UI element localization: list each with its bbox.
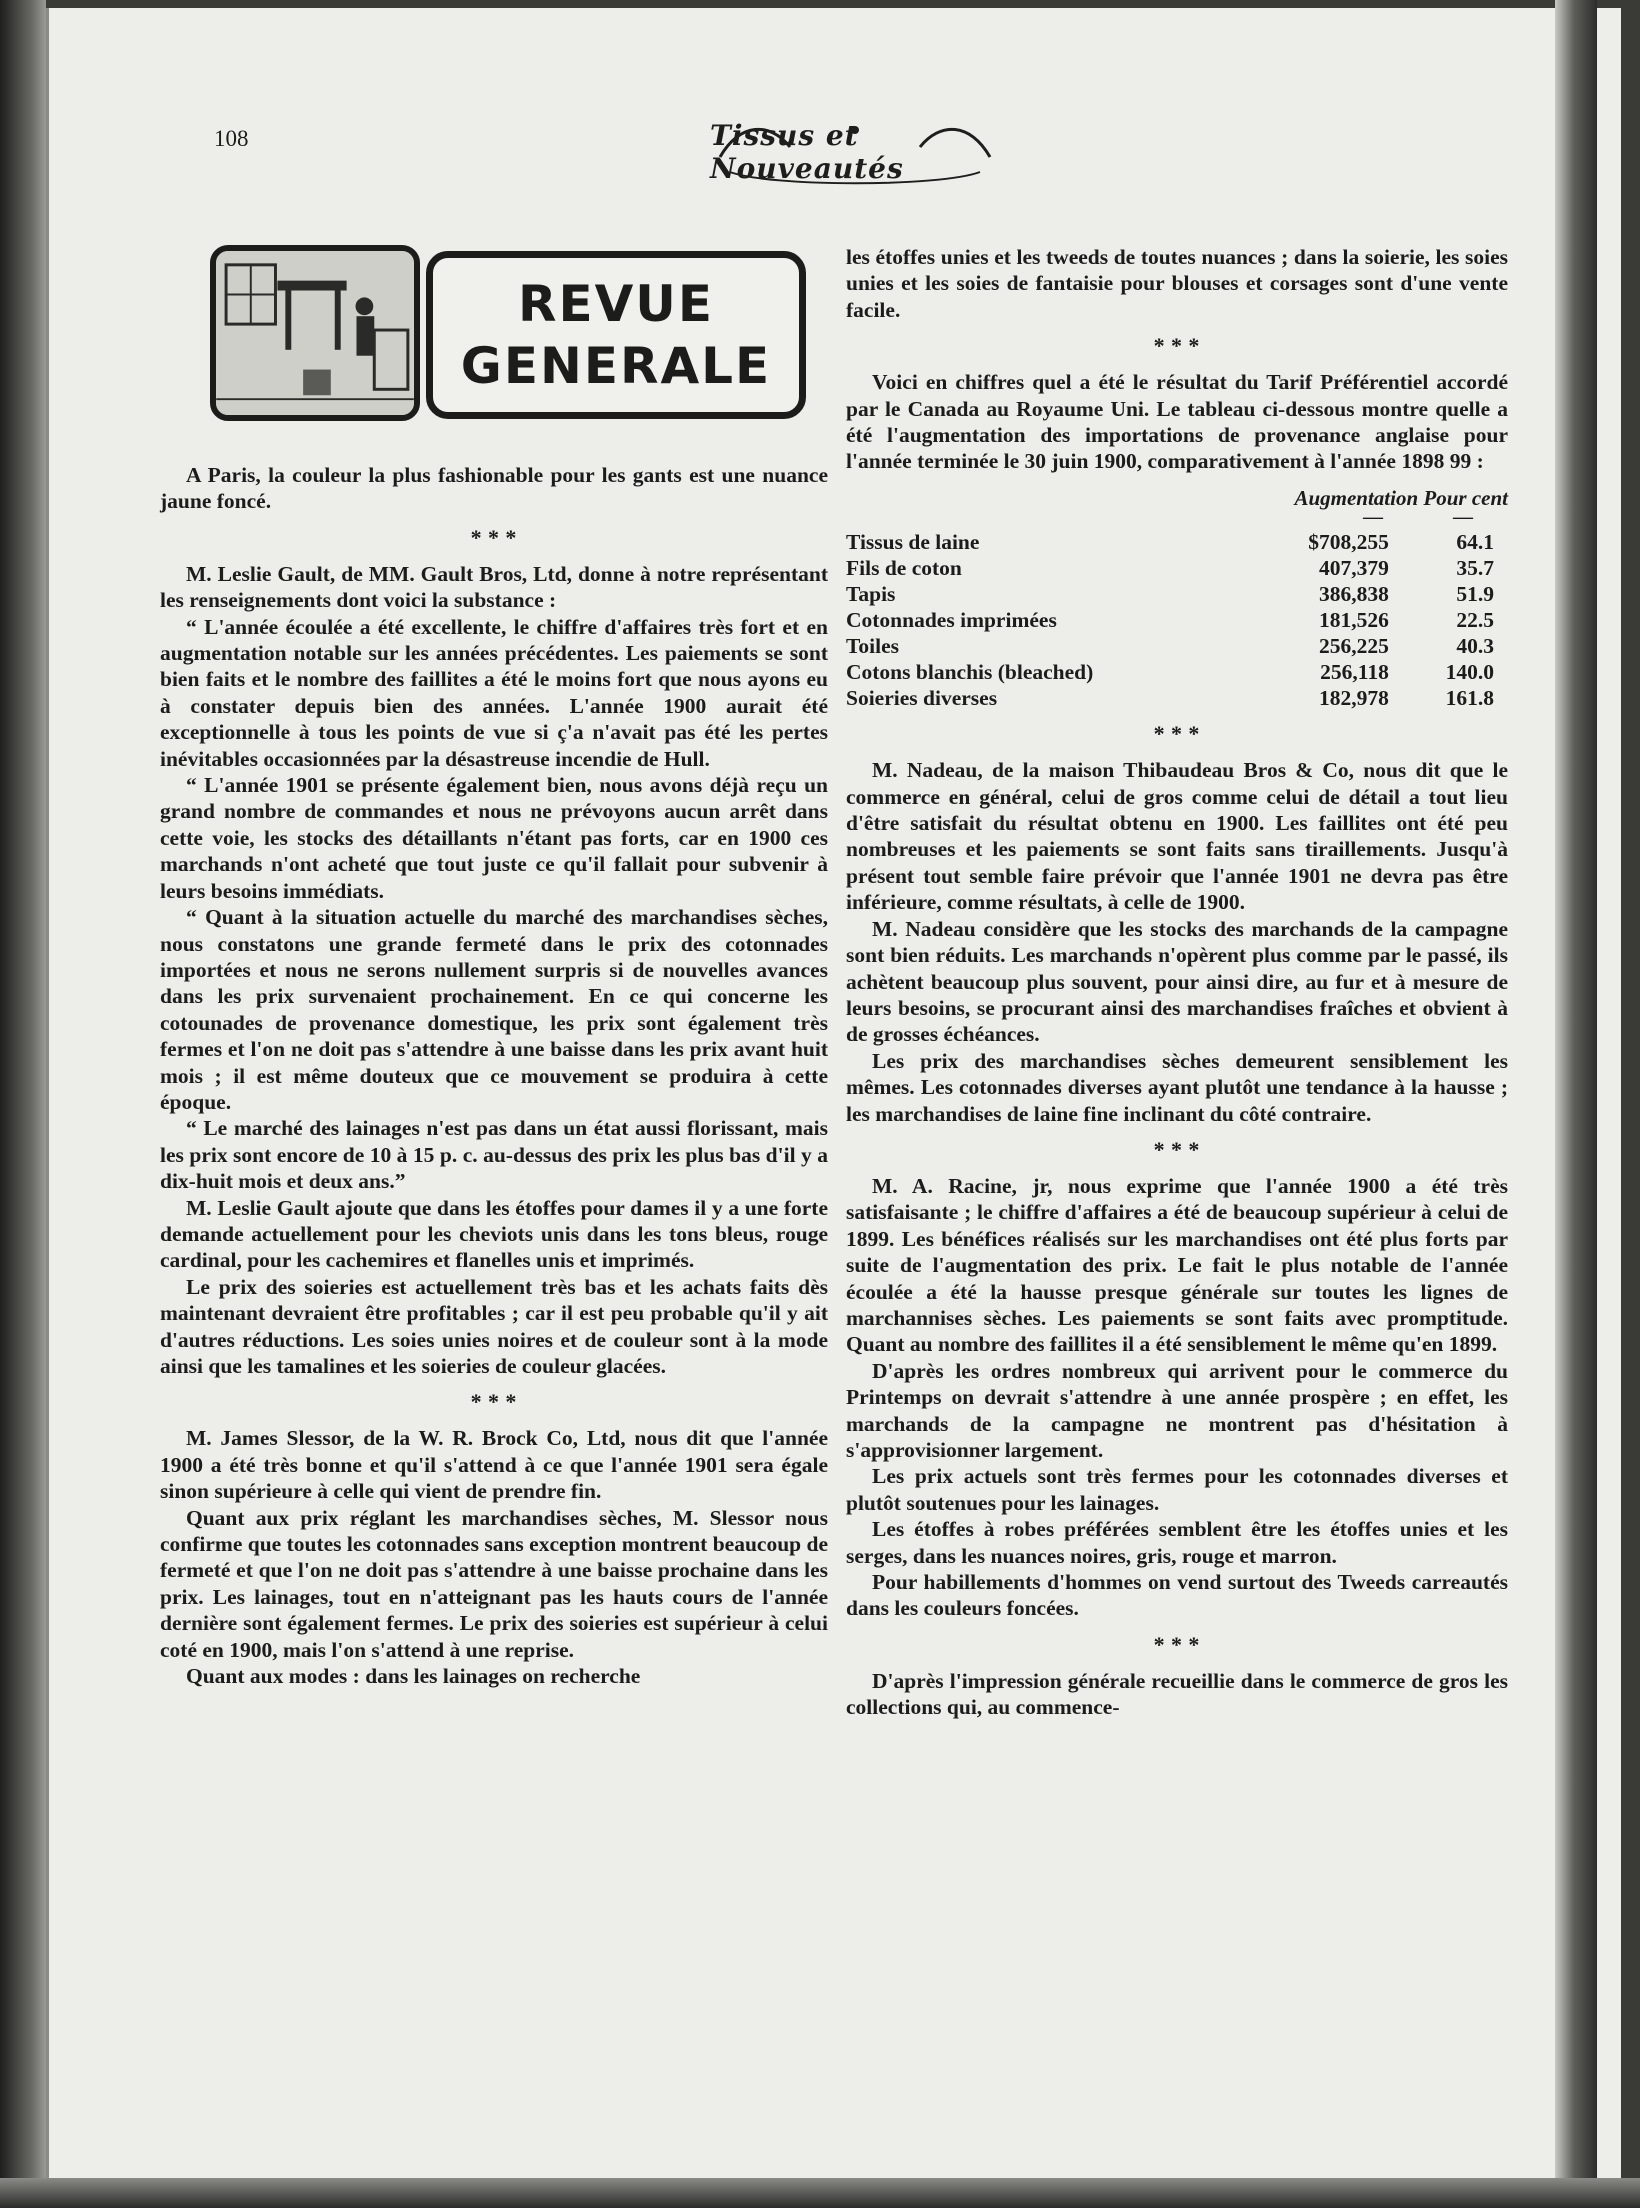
dash-augmentation: — [1363,506,1383,529]
paragraph: M. Leslie Gault, de MM. Gault Bros, Ltd, donne à notre représentant les renseignements dont voici la substance : [160,561,828,613]
paragraph: Voici en chiffres quel a été le résultat du Tarif Préférentiel accordé par le Canada au Royaume Uni. Le tableau ci-dessous montre quelle a été l'augmentation des importations de provenance anglaise pour l'année terminée le 30 juin 1900, comparativement à l'année 1898 99 : [846,370,1508,474]
row-percent: 161.8 [1445,686,1494,711]
headline-line-1: REVUE [517,275,715,333]
left-text-column [160,462,828,1689]
paragraph: M. Nadeau considère que les stocks des marchands de la campagne sont bien réduits. Les marchands n'opèrent plus comme par le passé, ils achètent beaucoup plus souvent, pour ainsi dire, au fur et à mesure de leurs besoins, se procurant ainsi des marchandises fraîches et obvient à de grosses échéances. [846,916,1508,1047]
scan-left-edge [0,0,46,2208]
section-separator-stars: * * * [1153,333,1201,359]
paragraph: Les prix des marchandises sèches demeurent sensiblement les mêmes. Les cotonnades diverses ayant plutôt une tendance à la hausse ; les marchandises de laine fine inclinant du côté contraire. [846,1048,1508,1126]
right-text-column [846,244,1508,1721]
paragraph: “ Quant à la situation actuelle du marché des marchandises sèches, nous constatons une grande fermeté dans le prix des cotonnades importées et nous ne serons nullement surpris si de nouvelles avances dans les prix survenaient prochainement. En ce qui concerne les cotounades de provenance domestique, les prix sont également très fermes et l'on ne doit pas s'attendre à une baisse dans les prix avant huit mois ; il est même douteux que ce mouvement se produira à cette époque. [160,905,828,1114]
section-separator-stars: * * * [1153,721,1201,747]
row-percent: 64.1 [1456,530,1494,555]
headline-line-2: GENERALE [460,337,772,395]
table-row [846,607,1508,633]
row-label: Soieries diverses [846,686,998,711]
paragraph: Les prix actuels sont très fermes pour les cotonnades diverses et plutôt soutenues pour les lainages. [846,1464,1508,1515]
row-amount: 256,118 [1320,660,1389,685]
row-percent: 22.5 [1456,608,1494,633]
row-label: Cotons blanchis (bleached) [846,660,1094,685]
row-percent: 51.9 [1456,582,1494,607]
row-amount: 181,526 [1318,608,1389,633]
row-amount: 182,978 [1318,686,1389,711]
row-label: Cotonnades imprimées [846,608,1057,633]
masthead-logo [710,112,1000,192]
paragraph: Pour habillements d'hommes on vend surtout des Tweeds carreautés dans les couleurs foncées. [846,1570,1508,1621]
section-separator-stars: * * * [1153,1136,1201,1162]
table-row [846,685,1508,711]
table-row [846,529,1508,555]
table-row [846,633,1508,659]
section-separator-stars: * * * [470,524,518,550]
masthead-title: Tissus et Nouveautés [710,119,904,185]
paragraph: “ L'année écoulée a été excellente, le chiffre d'affaires très fort et en augmentation notable sur les années précédentes. Les paiements se sont bien faits et le nombre des faillites a été le moins fort que nous ayons eu à constater depuis bien des années. L'année 1900 aurait été exceptionnelle à tous les points de vue si ç'a n'avait pas été les pertes inévitables occasionnées par la désastreuse incendie de Hull. [160,614,828,771]
table-row [846,581,1508,607]
right-column-body [846,719,1508,1720]
paragraph: les étoffes unies et les tweeds de toutes nuances ; dans la soierie, les soies unies et les soies de fantaisie pour blouses et corsages sont d'une vente facile. [846,245,1508,322]
paragraph: “ Le marché des lainages n'est pas dans un état aussi florissant, mais les prix sont encore de 10 à 15 p. c. au-dessus des prix les plus bas d'il y a dix-huit mois et deux ans.” [160,1116,828,1194]
section-separator-stars: * * * [470,1389,518,1415]
row-percent: 140.0 [1445,660,1494,685]
row-percent: 35.7 [1456,556,1494,581]
imports-table-header [846,485,1508,511]
paragraph: M. A. Racine, jr, nous exprime que l'année 1900 a été très satisfaisante ; le chiffre d'affaires a été de beaucoup supérieur à celui de 1899. Les bénéfices réalisés sur les marchandises ont été plus forts par suite de l'augmentation des prix. Le fait le plus notable de l'année écoulée a été la hausse presque générale sur toutes les lignes de marchannises sèches. Les paiements se sont faits avec promptitude. Quant au nombre des faillites il a été sensiblement le même qu'en 1899. [846,1173,1508,1357]
dash-pour-cent: — [1453,506,1473,529]
section-headline-block [210,245,810,425]
paragraph: M. Nadeau, de la maison Thibaudeau Bros & Co, nous dit que le commerce en général, celui de gros comme celui de détail a tout lieu d'être satisfait du résultat obtenu en 1900. Les faillites ont été peu nombreuses et les paiements se sont faits sans tiraillements. Jusqu'à présent tout semble faire prévoir que l'année 1901 ne devra pas être inférieure, comme résultats, à celle de 1900. [846,758,1508,915]
row-amount: 386,838 [1318,582,1389,607]
headline-frame [426,251,806,419]
row-label: Toiles [846,634,899,659]
paragraph: “ L'année 1901 se présente également bien, nous avons déjà reçu un grand nombre de commandes et nous ne prévoyons aucun arrêt dans cette voie, les stocks des détaillants n'étant pas forts, car en 1900 ces marchands n'ont acheté que tout juste ce qu'il fallait pour subvenir à leurs besoins immédiats. [160,773,828,903]
row-percent: 40.3 [1456,634,1494,659]
scan-bottom-edge [0,2178,1640,2208]
paragraph: Le prix des soieries est actuellement très bas et les achats faits dès maintenant devraient être profitables ; car il est peu probable qu'il y ait d'autres réductions. Les soies unies noires et de couleur sont à la mode ainsi que les tamalines et les soieries de couleur glacées. [160,1274,828,1378]
paragraph: D'après l'impression générale recueillie dans le commerce de gros les collections qui, au commence- [846,1668,1508,1720]
paragraph: A Paris, la couleur la plus fashionable pour les gants est une nuance jaune foncé. [160,463,828,514]
col-header-pour-cent: Pour cent [1423,485,1508,510]
table-row [846,555,1508,581]
imports-table [846,529,1508,711]
row-label: Fils de coton [846,556,962,581]
imports-table-rule [846,506,1508,529]
book-spine-shadow [1555,0,1597,2208]
page-number: 108 [214,126,249,151]
table-row [846,659,1508,685]
office-illustration [210,245,420,421]
col-header-augmentation: Augmentation [1294,485,1419,510]
clerk-at-desk-icon [216,251,414,415]
section-separator-stars: * * * [1153,1631,1201,1657]
row-amount: $708,255 [1308,530,1389,555]
paragraph: M. James Slessor, de la W. R. Brock Co, Ltd, nous dit que l'année 1900 a été très bonne et qu'il s'attend à ce que l'année 1901 sera égale sinon supérieure à celle qui vient de prendre fin. [160,1426,828,1504]
row-label: Tissus de laine [846,530,980,555]
paragraph: Les étoffes à robes préférées semblent être les étoffes unies et les serges, dans les nuances noires, gris, rouge et marron. [846,1517,1508,1568]
paragraph: Quant aux modes : dans les lainages on recherche [186,1664,641,1689]
paragraph: M. Leslie Gault ajoute que dans les étoffes pour dames il y a une forte demande actuellement pour les cheviots unis dans les tons bleus, rouge cardinal, pour les cachemires et flanelles unis et imprimés. [160,1195,828,1273]
paragraph: D'après les ordres nombreux qui arrivent pour le commerce du Printemps on devrait s'attendre à une année prospère ; en effet, les marchands de la campagne ne montrent pas d'hésitation à s'approvisionner largement. [846,1358,1508,1462]
right-column-intro [846,244,1508,475]
row-amount: 256,225 [1318,634,1389,659]
row-amount: 407,379 [1318,556,1389,581]
row-label: Tapis [846,582,896,607]
paragraph: Quant aux prix réglant les marchandises sèches, M. Slessor nous confirme que toutes les cotonnades sans exception montrent beaucoup de fermeté et que l'on ne doit pas s'attendre à une baisse prochaine dans les prix. Les lainages, tout en n'atteignant pas les hauts cours de l'année dernière sont également fermes. Le prix des soieries est supérieur à celui coté en 1900, mais l'on s'attend à une reprise. [160,1505,828,1662]
